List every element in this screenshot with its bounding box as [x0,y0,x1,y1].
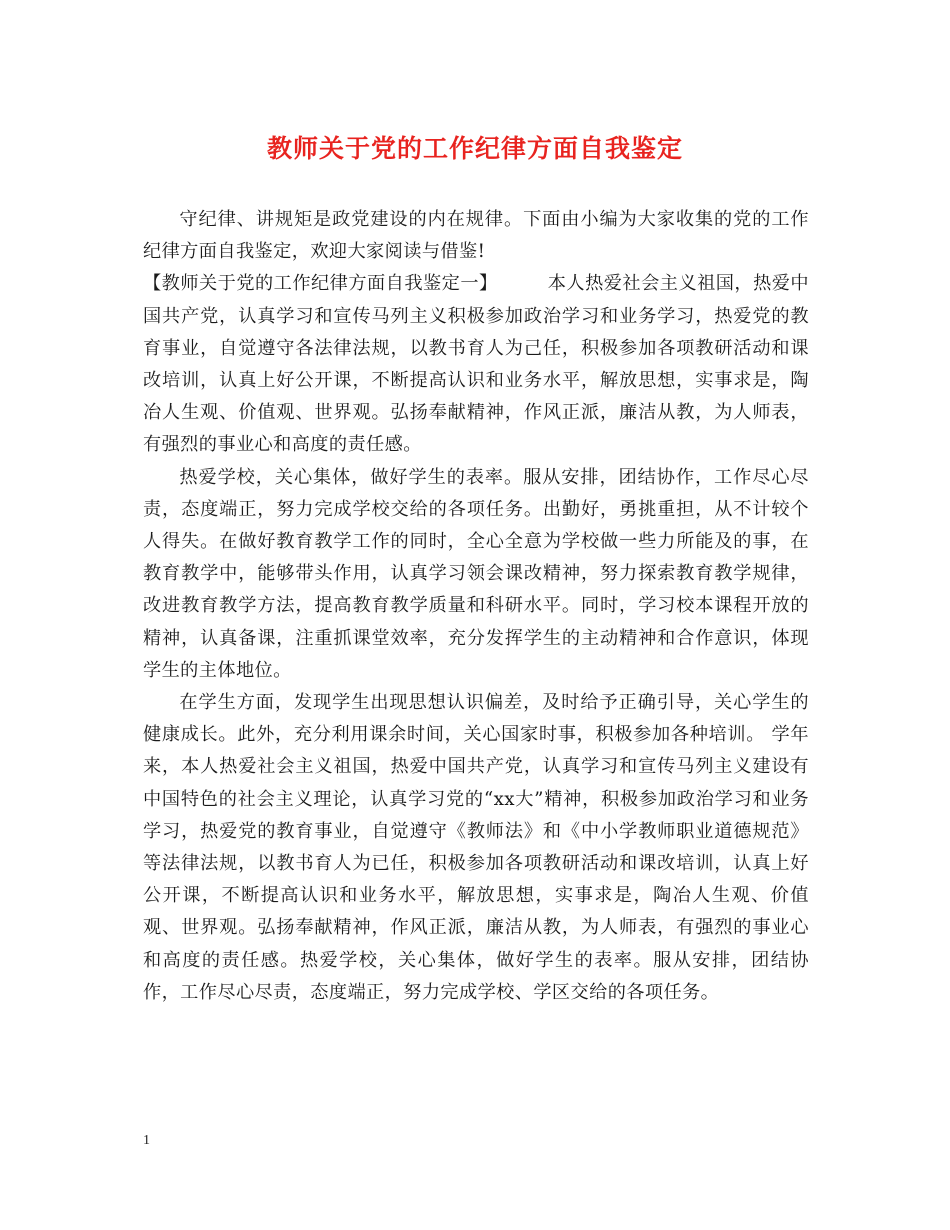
page-number: 1 [143,1133,150,1148]
document-body [143,204,809,1009]
intro-paragraph: 守纪律、讲规矩是政党建设的内在规律。下面由小编为大家收集的党的工作纪律方面自我鉴定，欢迎大家阅读与借鉴! [143,209,809,263]
section-heading: 【教师关于党的工作纪律方面自我鉴定一】 [143,273,498,295]
section-paragraph [143,268,809,461]
body-paragraph-3: 在学生方面，发现学生出现思想认识偏差，及时给予正确引导，关心学生的健康成长。此外，充分利用课余时间，关心国家时事，积极参加各种培训。 学年来，本人热爱社会主义祖国，热爱中国共产党，认真学习和宣传马列主义建设有中国特色的社会主义理论，认真学习党的“xx大”精神，积极参加政治学习和业务学习，热爱党的教育事业，自觉遵守《教师法》和《中小学教师职业道德规范》等法律法规，以教书育人为已任，积极参加各项教研活动和课改培训，认真上好公开课，不断提高认识和业务水平，解放思想，实事求是，陶冶人生观、价值观、世界观。弘扬奉献精神，作风正派，廉洁从教，为人师表，有强烈的事业心和高度的责任感。热爱学校，关心集体，做好学生的表率。服从安排，团结协作，工作尽心尽责，态度端正，努力完成学校、学区交给的各项任务。 [143,692,809,1003]
section-text: 本人热爱社会主义祖国，热爱中国共产党，认真学习和宣传马列主义积极参加政治学习和业务学习，热爱党的教育事业，自觉遵守各法律法规，以教书育人为己任，积极参加各项教研活动和课改培训，认真上好公开课，不断提高认识和业务水平，解放思想，实事求是，陶冶人生观、价值观、世界观。弘扬奉献精神，作风正派，廉洁从教，为人师表，有强烈的事业心和高度的责任感。 [143,273,809,456]
body-paragraph-2: 热爱学校，关心集体，做好学生的表率。服从安排，团结协作，工作尽心尽责，态度端正，努力完成学校交给的各项任务。出勤好，勇挑重担，从不计较个人得失。在做好教育教学工作的同时，全心全意为学校做一些力所能及的事，在教育教学中，能够带头作用，认真学习领会课改精神，努力探索教育教学规律，改进教育教学方法，提高教育教学质量和科研水平。同时，学习校本课程开放的精神，认真备课，注重抓课堂效率，充分发挥学生的主动精神和合作意识，体现学生的主体地位。 [143,466,809,681]
document-title: 教师关于党的工作纪律方面自我鉴定 [266,134,683,163]
